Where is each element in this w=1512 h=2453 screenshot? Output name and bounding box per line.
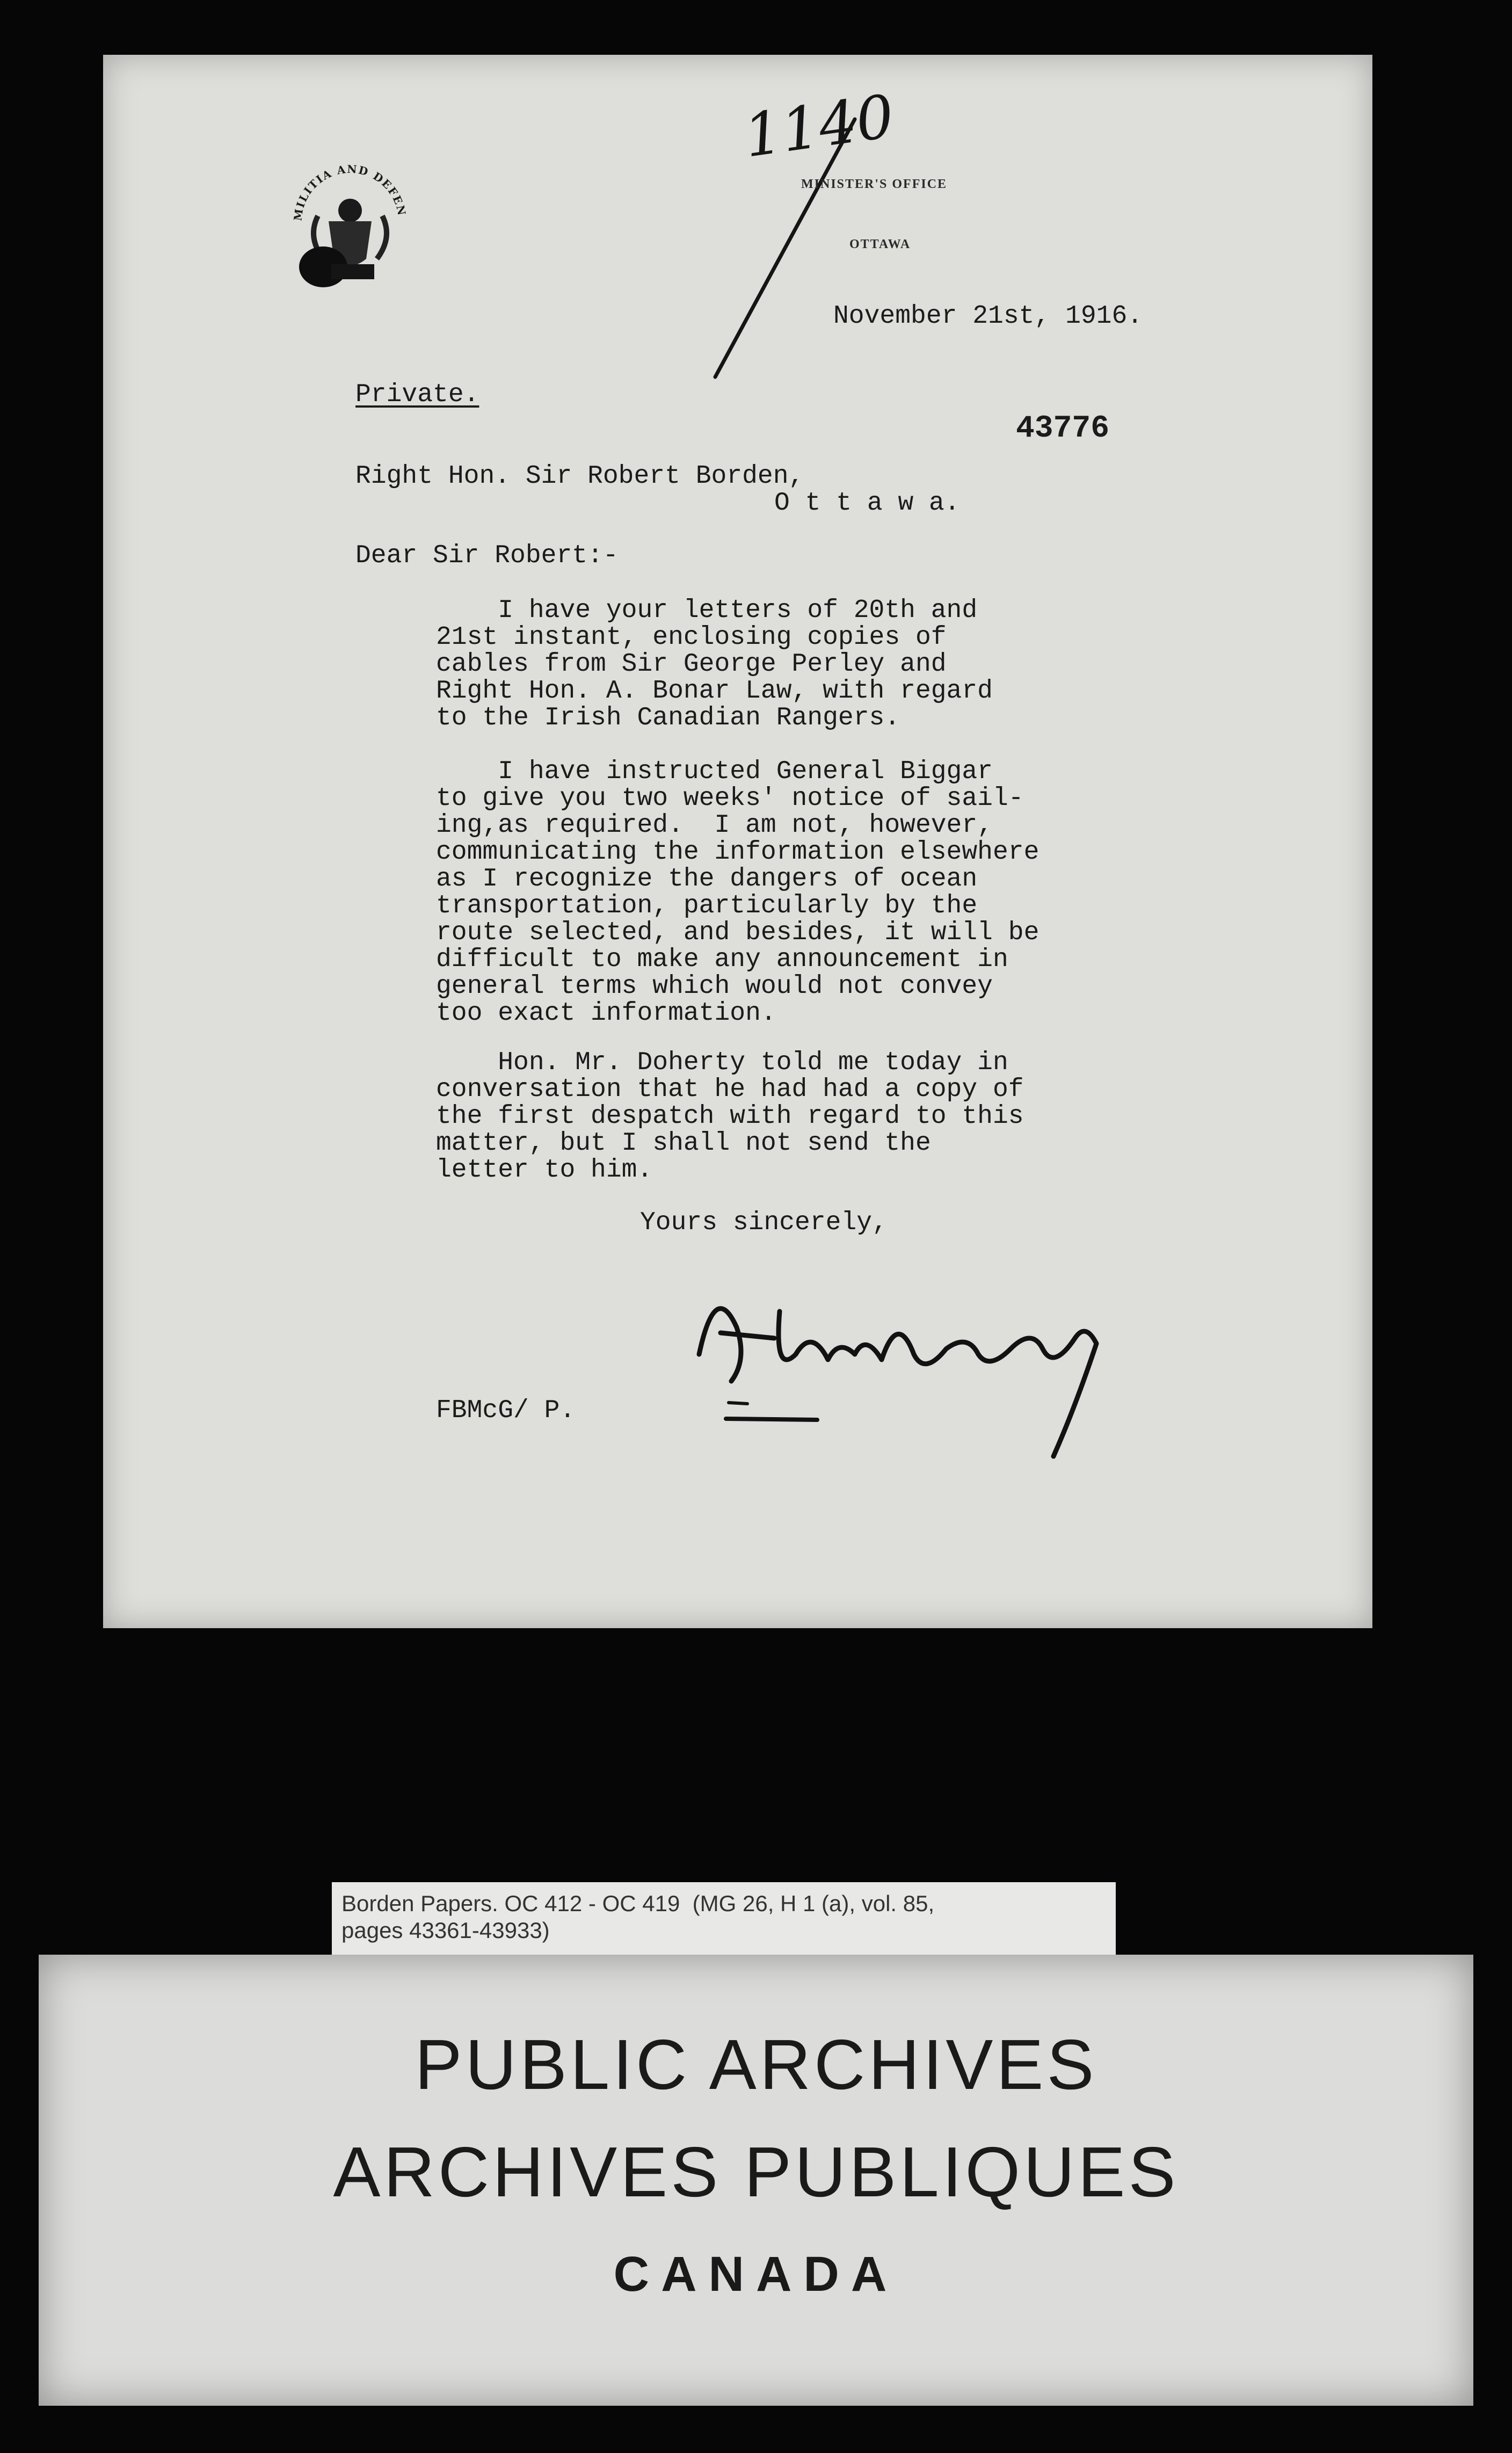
paragraph-3 [436,1049,1024,1184]
archive-card-line-2: ARCHIVES PUBLIQUES [333,2132,1179,2211]
paragraph-line: Right Hon. A. Bonar Law, with regard [436,677,993,706]
classification: Private. [355,380,479,409]
archive-card-line-1: PUBLIC ARCHIVES [415,2025,1097,2104]
paragraph-line: 21st instant, enclosing copies of [436,623,947,652]
paragraph-1 [436,597,993,731]
paragraph-line: I have your letters of 20th and [436,596,978,625]
closing: Yours sincerely, [640,1208,888,1237]
paragraph-line: conversation that he had had a copy of [436,1075,1024,1104]
archive-label-line-2: pages 43361-43933) [341,1918,550,1943]
paragraph-2 [436,758,1039,1027]
paragraph-line: general terms which would not convey [436,972,993,1001]
crest-emblem-icon [286,157,415,296]
letterhead-city: OTTAWA [849,237,911,251]
paragraph-line: as I recognize the dangers of ocean [436,865,978,894]
crest [286,157,415,296]
paragraph-line: transportation, particularly by the [436,891,978,920]
paragraph-line: cables from Sir George Perley and [436,650,947,679]
salutation: Dear Sir Robert:- [355,541,619,570]
crest-text: MILITIA AND DEFEN [291,162,409,222]
archive-stamp-card [39,1955,1473,2406]
typist-initials: FBMcG/ P. [436,1396,576,1425]
signature [667,1247,1172,1462]
paragraph-line: matter, but I shall not send the [436,1129,931,1158]
file-number: 43776 [1016,411,1110,446]
paragraph-line: route selected, and besides, it will be [436,918,1040,947]
paragraph-line: I have instructed General Biggar [436,757,993,786]
paragraph-line: ing,as required. I am not, however, [436,811,993,840]
letter-date: November 21st, 1916. [833,302,1143,331]
paragraph-line: difficult to make any announcement in [436,945,1008,974]
addressee-city: O t t a w a. [774,489,960,518]
paragraph-line: Hon. Mr. Doherty told me today in [436,1048,1008,1077]
paragraph-line: the first despatch with regard to this [436,1102,1024,1131]
handwritten-number: 1140 [739,82,898,171]
letter-page [103,55,1372,1628]
archive-label-line-1: Borden Papers. OC 412 - OC 419 (MG 26, H 1 (a), vol. 85, [341,1891,935,1916]
paragraph-line: letter to him. [436,1156,653,1185]
paragraph-line: too exact information. [436,999,776,1028]
paragraph-line: communicating the information elsewhere [436,838,1040,867]
addressee-name: Right Hon. Sir Robert Borden, [355,462,804,491]
archive-card-line-3: CANADA [613,2247,899,2302]
letterhead-office: MINISTER'S OFFICE [801,177,948,191]
paragraph-line: to give you two weeks' notice of sail- [436,784,1024,813]
paragraph-line: to the Irish Canadian Rangers. [436,703,900,732]
archive-reference-label [332,1882,1116,1955]
